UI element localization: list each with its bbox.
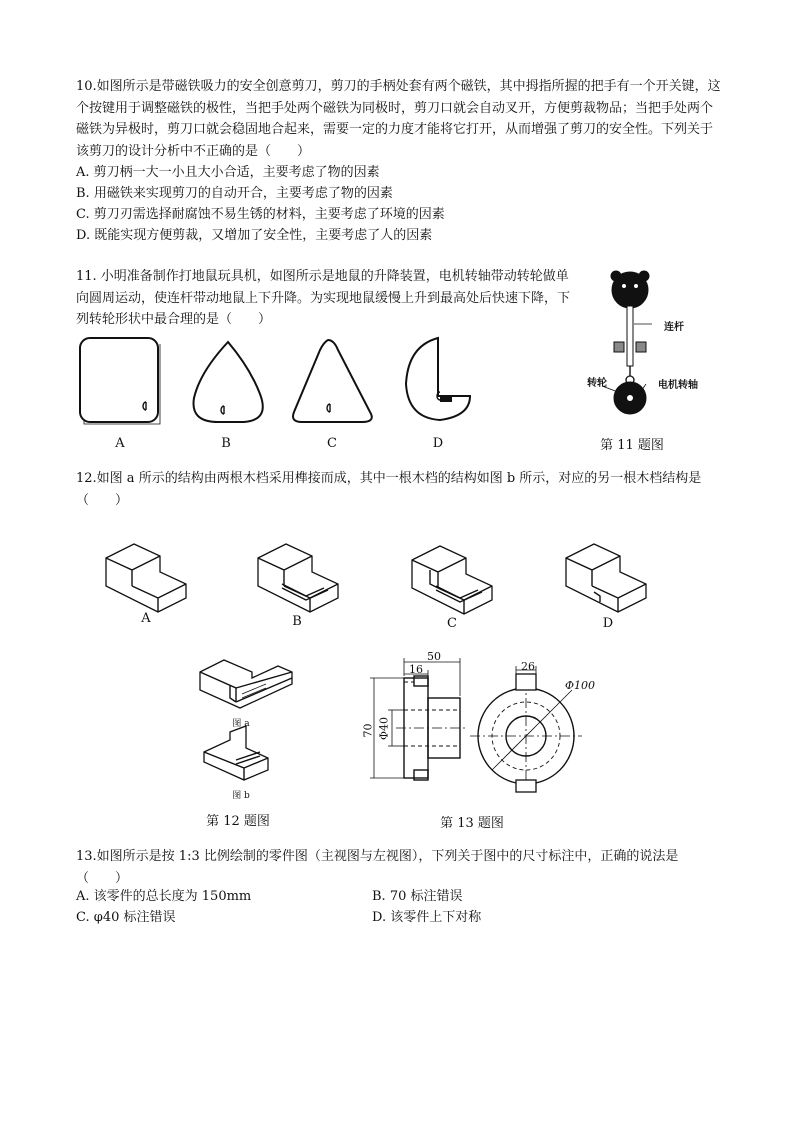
tenon-option-b bbox=[258, 544, 338, 612]
q13-option-d: D. 该零件上下对称 bbox=[372, 910, 482, 925]
q11-label-c: C bbox=[327, 436, 337, 451]
q11-label-b: B bbox=[221, 436, 231, 451]
q12-fig-a-label: 图 a bbox=[232, 719, 250, 729]
q13-dim-16: 16 bbox=[409, 663, 423, 676]
q12-fig-b-label: 图 b bbox=[232, 791, 250, 801]
q11-caption: 第 11 题图 bbox=[600, 438, 664, 453]
q13-dim-50: 50 bbox=[427, 650, 441, 663]
wheel-shape-c bbox=[293, 340, 372, 422]
q12-stem: 12.如图 a 所示的结构由两根木档采用榫接而成，其中一根木档的结构如图 b 所示，对应的另一根木档结构是（ ） bbox=[76, 471, 702, 508]
q12-label-d: D bbox=[602, 616, 614, 631]
tenon-option-d bbox=[566, 544, 646, 612]
q10-option-c: C. 剪刀刃需选择耐腐蚀不易生锈的材料，主要考虑了环境的因素 bbox=[76, 207, 445, 222]
q11-wheel-options bbox=[78, 336, 488, 428]
q13-dim-phi100: Φ100 bbox=[564, 679, 595, 692]
q13-option-a: A. 该零件的总长度为 150mm bbox=[76, 889, 252, 904]
q11-wheel-label: 转轮 bbox=[587, 378, 607, 389]
q12-label-c: C bbox=[447, 616, 457, 631]
q11-label-a: A bbox=[115, 436, 125, 451]
q10-option-a: A. 剪刀柄一大一小且大小合适，主要考虑了物的因素 bbox=[76, 165, 380, 180]
q13-dim-70: 70 bbox=[361, 723, 375, 738]
tenon-option-c bbox=[412, 546, 492, 614]
q12-label-a: A bbox=[141, 611, 151, 626]
wheel-shape-b bbox=[194, 342, 263, 422]
q13-option-c: C. φ40 标注错误 bbox=[76, 910, 176, 925]
q11-rod-label: 连杆 bbox=[664, 322, 684, 333]
q13-caption: 第 13 题图 bbox=[440, 816, 504, 831]
q12-label-b: B bbox=[292, 614, 302, 629]
q11-stem: 11. 小明准备制作打地鼠玩具机，如图所示是地鼠的升降装置，电机转轴带动转轮做单向圆周运动，使连杆带动地鼠上下升降。为实现地鼠缓慢上升到最高处后快速下降，下列转轮形状中最合理的是（ ） bbox=[76, 269, 571, 327]
q13-option-b: B. 70 标注错误 bbox=[372, 889, 463, 904]
q11-shaft-label: 电机转轴 bbox=[658, 380, 698, 391]
q10-option-b: B. 用磁铁来实现剪刀的自动开合，主要考虑了物的因素 bbox=[76, 186, 393, 201]
wheel-shape-d bbox=[406, 338, 470, 420]
q10-stem: 10.如图所示是带磁铁吸力的安全创意剪刀，剪刀的手柄处套有两个磁铁，其中拇指所握的把手有一个开关键，这个按键用于调整磁铁的极性，当把手处两个磁铁为同极时，剪刀口就会自动叉开，方便剪裁物品；当把手处两个磁铁为异极时，剪刀口就会稳固地合起来，需要一定的力度才能将它打开，从而增强了剪刀的安全性。下列关于该剪刀的设计分析中不正确的是（ ） bbox=[76, 79, 721, 159]
q12-caption: 第 12 题图 bbox=[206, 814, 270, 829]
q11-label-d: D bbox=[432, 436, 444, 451]
q13-part-drawing bbox=[356, 650, 586, 810]
q13-stem: 13.如图所示是按 1:3 比例绘制的零件图（主视图与左视图），下列关于图中的尺寸标注中，正确的说法是（ ） bbox=[76, 849, 679, 886]
q10-option-d: D. 既能实现方便剪裁，又增加了安全性，主要考虑了人的因素 bbox=[76, 228, 433, 243]
q11-mechanism-figure bbox=[580, 268, 720, 438]
wheel-shape-a bbox=[80, 338, 160, 424]
q13-dim-26: 26 bbox=[521, 660, 535, 673]
q13-dim-phi40: Φ40 bbox=[377, 717, 391, 741]
q12-options-figure bbox=[100, 540, 670, 620]
tenon-option-a bbox=[106, 544, 186, 612]
